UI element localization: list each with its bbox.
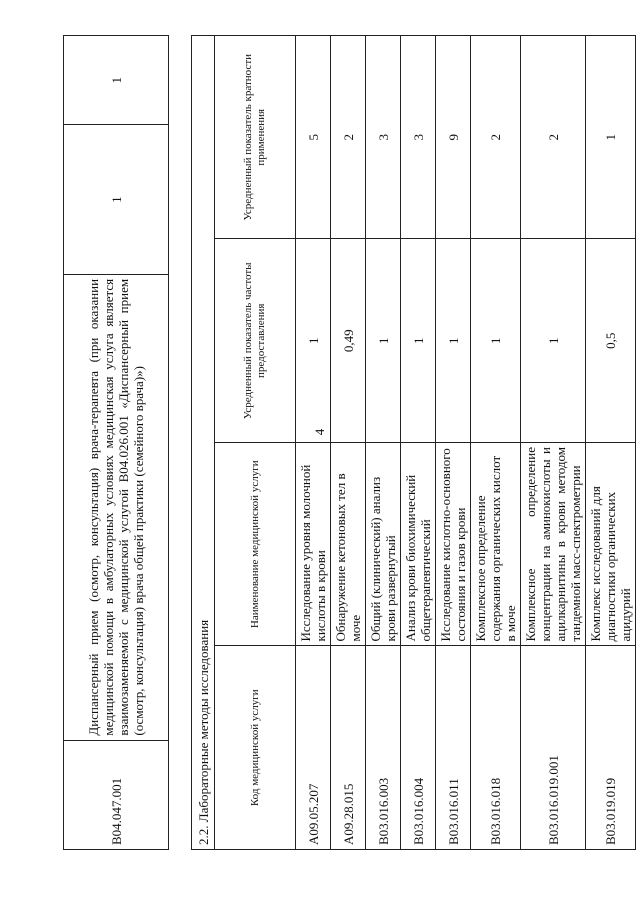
multiplicity-value: 1 [586, 36, 636, 240]
table-row [64, 36, 169, 850]
document-sheet [63, 35, 633, 850]
multiplicity-value: 3 [401, 36, 436, 240]
table-row [436, 36, 471, 850]
table-row [366, 36, 401, 850]
frequency-value: 1 [436, 239, 471, 443]
multiplicity-value: 3 [366, 36, 401, 240]
multiplicity-value: 2 [521, 36, 586, 240]
service-name: Исследование уровня молочной кислоты в крови [296, 443, 331, 647]
table-row [471, 36, 521, 850]
service-name: Диспансерный прием (осмотр, консультация) врача-терапевта (при оказании медицинской помощи в амбулаторных условиях медицинская услуга является взаимозаменяемой с медицинской услугой B04.026.001 «Диспансерный прием (осмотр, консультация) врача общей практики (семейного врача)») [64, 274, 169, 740]
service-name: Исследование кислотно-основного состояния и газов крови [436, 443, 471, 647]
lab-methods-table [191, 35, 636, 850]
table-row [331, 36, 366, 850]
page-number: 4 [312, 428, 327, 436]
frequency-value: 0,5 [586, 239, 636, 443]
service-code: B03.016.018 [471, 646, 521, 850]
table-row [296, 36, 331, 850]
service-code: A09.05.207 [296, 646, 331, 850]
frequency-value: 0,49 [331, 239, 366, 443]
multiplicity-value: 5 [296, 36, 331, 240]
service-code: B04.047.001 [64, 740, 169, 849]
service-name: Комплексное определение содержания органических кислот в моче [471, 443, 521, 647]
frequency-value: 1 [521, 239, 586, 443]
multiplicity-value: 1 [64, 36, 169, 125]
frequency-value: 1 [366, 239, 401, 443]
service-code: B03.016.019.001 [521, 646, 586, 850]
service-code: B03.016.003 [366, 646, 401, 850]
section-title: 2.2. Лабораторные методы исследования [192, 36, 215, 850]
service-code: B03.016.004 [401, 646, 436, 850]
header-code: Код медицинской услуги [215, 646, 296, 850]
service-name: Общий (клинический) анализ крови развернутый [366, 443, 401, 647]
service-name: Обнаружение кетоновых тел в моче [331, 443, 366, 647]
header-multiplicity: Усредненный показатель кратности применения [215, 36, 296, 240]
multiplicity-value: 2 [331, 36, 366, 240]
frequency-value: 1 [401, 239, 436, 443]
table-row [521, 36, 586, 850]
header-row [215, 36, 296, 850]
service-name: Комплекс исследований для диагностики органических ацидурий [586, 443, 636, 647]
service-name: Комплексное определение концентрации на аминокислоты и ацилкарнитины в крови методом тандемной масс-спектрометрии [521, 443, 586, 647]
top-table [63, 35, 169, 850]
table-row [401, 36, 436, 850]
multiplicity-value: 9 [436, 36, 471, 240]
frequency-value: 1 [296, 239, 331, 443]
frequency-value: 1 [64, 125, 169, 275]
service-code: A09.28.015 [331, 646, 366, 850]
frequency-value: 1 [471, 239, 521, 443]
service-code: B03.019.019 [586, 646, 636, 850]
service-name: Анализ крови биохимический общетерапевтический [401, 443, 436, 647]
service-code: B03.016.011 [436, 646, 471, 850]
header-name: Наименование медицинской услуги [215, 443, 296, 647]
header-frequency: Усредненный показатель частоты предоставления [215, 239, 296, 443]
multiplicity-value: 2 [471, 36, 521, 240]
table-row [586, 36, 636, 850]
